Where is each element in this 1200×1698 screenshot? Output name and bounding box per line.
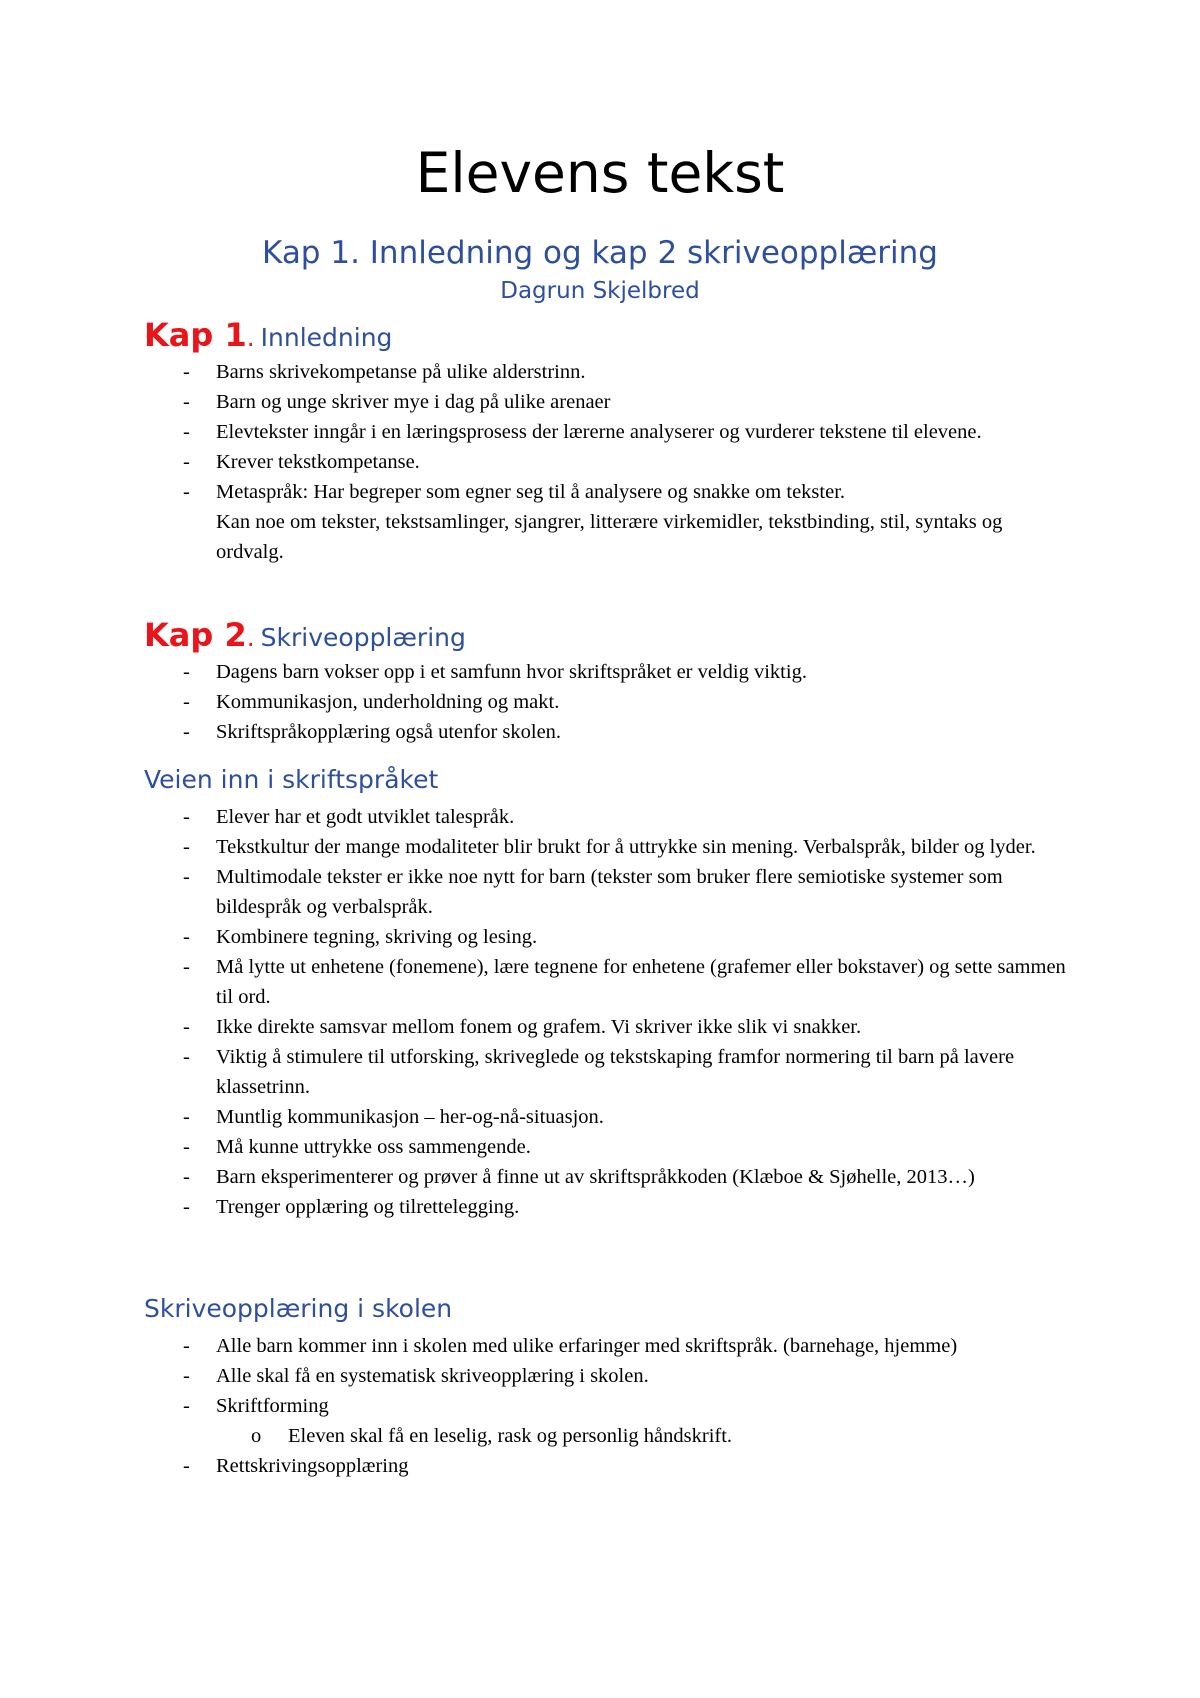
list-item-text: Barn eksperimenterer og prøver å finne ut av skriftspråkkoden (Klæboe & Sjøhelle, 2013…) (216, 1166, 975, 1188)
list-item-text: Rettskrivingsopplæring (216, 1455, 409, 1477)
skole-sublist (144, 1421, 1074, 1451)
list-item-text: Eleven skal få en leselig, rask og personlig håndskrift. (288, 1425, 733, 1447)
list-item (144, 1012, 1074, 1042)
list-item (144, 1361, 1074, 1391)
document-author: Dagrun Skjelbred (500, 278, 700, 304)
kap1-label: Kap 1 (144, 316, 247, 354)
list-item-text: Må lytte ut enhetene (fonemene), lære tegnene for enhetene (grafemer eller bokstaver) og sette sammen til ord. (216, 956, 1066, 1008)
list-item (144, 1451, 1074, 1481)
sub-list-item (144, 1421, 1074, 1451)
skole-heading: Skriveopplæring i skolen (144, 1294, 453, 1323)
dash-bullet: - (183, 361, 190, 383)
list-item-text: Barns skrivekompetanse på ulike alderstrinn. (216, 361, 586, 383)
document-title: Elevens tekst (415, 141, 785, 205)
list-item-text: Elevtekster inngår i en læringsprosess der lærerne analyserer og vurderer tekstene til elevene. (216, 421, 982, 443)
list-item-text: Må kunne uttrykke oss sammengende. (216, 1136, 531, 1158)
list-item-text: Multimodale tekster er ikke noe nytt for barn (tekster som bruker flere semiotiske systemer som bildespråk og verbalspråk. (216, 866, 1003, 918)
list-item-text: Skriftforming (216, 1395, 329, 1417)
dash-bullet: - (183, 421, 190, 443)
list-item (144, 1192, 1074, 1222)
list-item-text: Kombinere tegning, skriving og lesing. (216, 926, 538, 948)
list-item (144, 802, 1074, 832)
kap2-list (144, 657, 1074, 747)
circle-bullet: o (251, 1425, 262, 1447)
list-item (144, 1391, 1074, 1421)
dash-bullet: - (183, 661, 190, 683)
kap1-list (144, 357, 1074, 567)
list-item (144, 1162, 1074, 1192)
dash-bullet: - (183, 1395, 190, 1417)
dash-bullet: - (183, 1365, 190, 1387)
dash-bullet: - (183, 1166, 190, 1188)
kap1-heading (144, 313, 1074, 357)
dash-bullet: - (183, 691, 190, 713)
list-item-text: Elever har et godt utviklet talespråk. (216, 806, 515, 828)
dash-bullet: - (183, 1196, 190, 1218)
section-kap2 (144, 613, 1074, 747)
kap1-dot: . (246, 323, 255, 352)
list-item-text: Alle skal få en systematisk skriveopplæring i skolen. (216, 1365, 649, 1387)
section-skole (144, 1287, 1074, 1481)
list-item-text: Dagens barn vokser opp i et samfunn hvor skriftspråket er veldig viktig. (216, 661, 807, 683)
dash-bullet: - (183, 1016, 190, 1038)
kap2-heading (144, 613, 1074, 657)
kap1-title: Innledning (260, 323, 393, 352)
list-item (144, 832, 1074, 862)
dash-bullet: - (183, 481, 190, 503)
list-item (144, 657, 1074, 687)
list-item (144, 417, 1074, 447)
list-item-text: Trenger opplæring og tilrettelegging. (216, 1196, 520, 1218)
list-item-text: Muntlig kommunikasjon – her-og-nå-situasjon. (216, 1106, 604, 1128)
dash-bullet: - (183, 1455, 190, 1477)
list-item-text: Kommunikasjon, underholdning og makt. (216, 691, 560, 713)
skole-list-after (144, 1451, 1074, 1481)
dash-bullet: - (183, 956, 190, 978)
section-kap1 (144, 313, 1074, 567)
list-item-text: Krever tekstkompetanse. (216, 451, 420, 473)
dash-bullet: - (183, 1106, 190, 1128)
dash-bullet: - (183, 1335, 190, 1357)
list-item-text: Skriftspråkopplæring også utenfor skolen. (216, 721, 562, 743)
dash-bullet: - (183, 836, 190, 858)
list-item (144, 1132, 1074, 1162)
list-item-text: Ikke direkte samsvar mellom fonem og grafem. Vi skriver ikke slik vi snakker. (216, 1016, 862, 1038)
list-item (144, 1102, 1074, 1132)
dash-bullet: - (183, 806, 190, 828)
dash-bullet: - (183, 721, 190, 743)
list-item-text: Alle barn kommer inn i skolen med ulike erfaringer med skriftspråk. (barnehage, hjemme) (216, 1335, 958, 1357)
list-item (144, 687, 1074, 717)
list-item (144, 477, 1074, 567)
dash-bullet: - (183, 1136, 190, 1158)
kap2-label: Kap 2 (144, 616, 247, 654)
list-item-text: Viktig å stimulere til utforsking, skriveglede og tekstskaping framfor normering til barn på lavere klassetrinn. (216, 1046, 1015, 1098)
list-item (144, 717, 1074, 747)
dash-bullet: - (183, 866, 190, 888)
skole-list (144, 1331, 1074, 1421)
section-veien (144, 758, 1074, 1222)
kap2-title: Skriveopplæring (260, 623, 466, 652)
list-item (144, 447, 1074, 477)
document-subtitle: Kap 1. Innledning og kap 2 skriveopplæring (262, 235, 938, 271)
list-item-text: Tekstkultur der mange modaliteter blir brukt for å uttrykke sin mening. Verbalspråk, bilder og lyder. (216, 836, 1036, 858)
dash-bullet: - (183, 391, 190, 413)
dash-bullet: - (183, 451, 190, 473)
list-item-text: Barn og unge skriver mye i dag på ulike arenaer (216, 391, 611, 413)
list-item (144, 1042, 1074, 1102)
veien-heading: Veien inn i skriftspråket (144, 765, 439, 794)
dash-bullet: - (183, 926, 190, 948)
veien-list (144, 802, 1074, 1222)
list-item-text: Metaspråk: Har begreper som egner seg til å analysere og snakke om tekster. (216, 481, 846, 503)
list-item (144, 1331, 1074, 1361)
kap2-dot: . (246, 623, 255, 652)
list-item-continuation: Kan noe om tekster, tekstsamlinger, sjangrer, litterære virkemidler, tekstbinding, stil, syntaks og ordvalg. (216, 511, 1003, 563)
dash-bullet: - (183, 1046, 190, 1068)
list-item (144, 357, 1074, 387)
list-item (144, 387, 1074, 417)
list-item (144, 952, 1074, 1012)
list-item (144, 862, 1074, 922)
list-item (144, 922, 1074, 952)
